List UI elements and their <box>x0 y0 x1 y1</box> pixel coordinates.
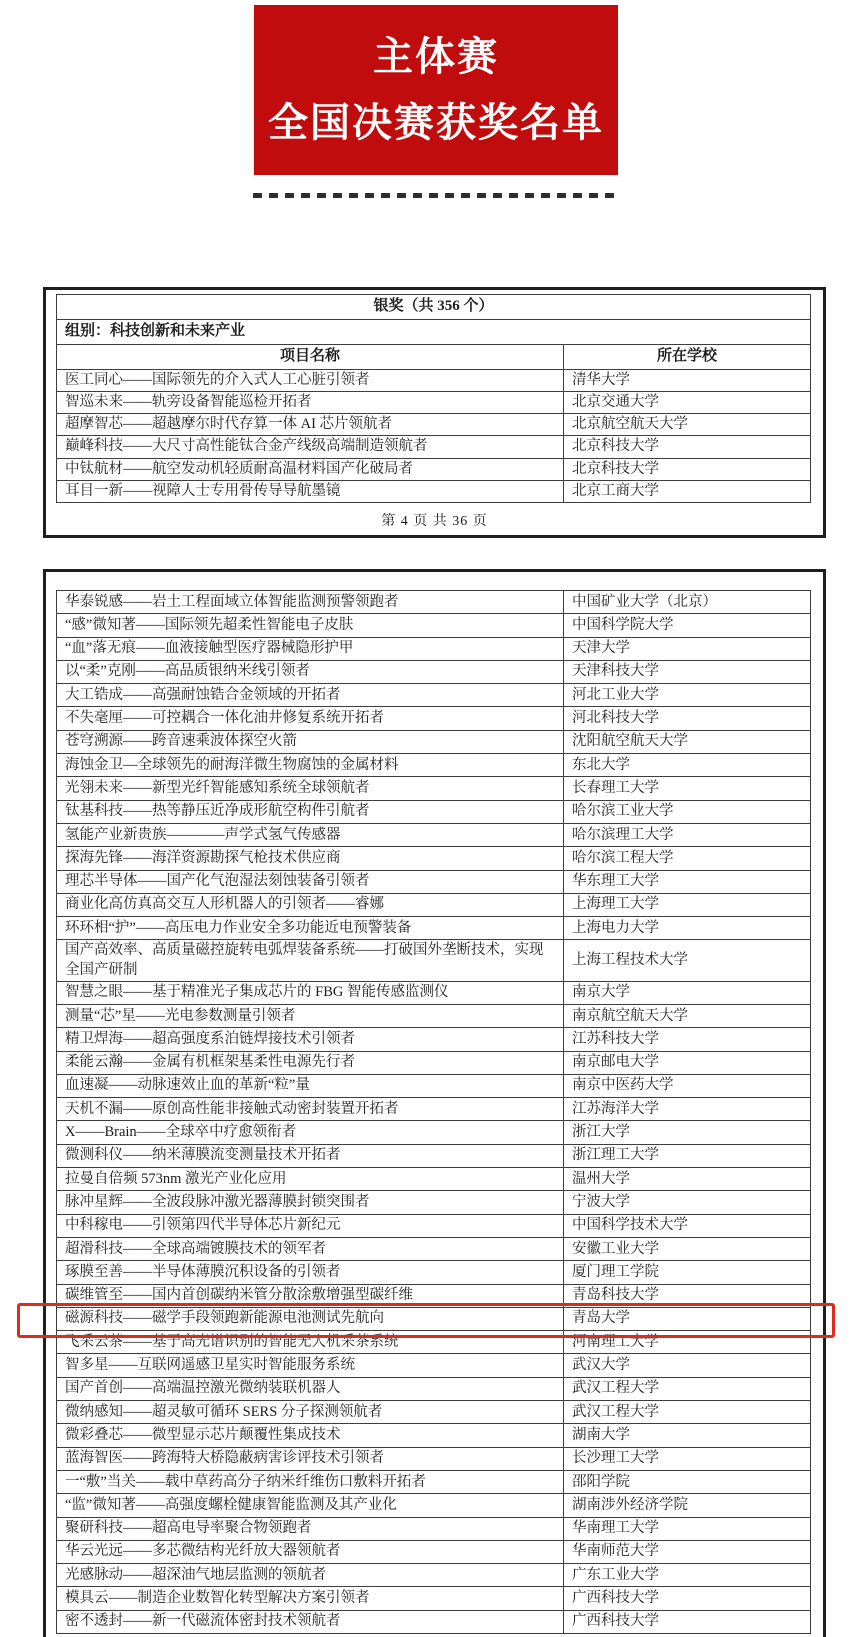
school-name-cell: 北京科技大学 <box>564 458 811 480</box>
school-name-cell: 上海电力大学 <box>564 917 811 940</box>
school-name-cell: 北京航空航天大学 <box>564 414 811 436</box>
project-name-cell: 拉曼自倍频 573nm 激光产业化应用 <box>57 1168 564 1191</box>
table-row <box>57 1168 811 1191</box>
table-row <box>57 414 811 436</box>
table-row <box>57 480 811 502</box>
school-name-cell: 广西科技大学 <box>564 1610 811 1633</box>
table-row <box>57 1564 811 1587</box>
project-name-cell: X——Brain——全球卒中疗愈领衔者 <box>57 1121 564 1144</box>
school-name-cell: 北京科技大学 <box>564 436 811 458</box>
school-name-cell: 温州大学 <box>564 1168 811 1191</box>
banner-title-line2: 全国决赛获奖名单 <box>268 101 604 145</box>
table-row <box>57 730 811 753</box>
school-name-cell: 天津大学 <box>564 637 811 660</box>
school-name-cell: 天津科技大学 <box>564 660 811 683</box>
school-name-cell: 安徽工业大学 <box>564 1237 811 1260</box>
school-name-cell: 哈尔滨工业大学 <box>564 800 811 823</box>
project-name-cell: 国产首创——高端温控激光微纳装联机器人 <box>57 1377 564 1400</box>
school-name-cell: 厦门理工学院 <box>564 1261 811 1284</box>
table-row <box>57 1540 811 1563</box>
school-name-cell: 湖南大学 <box>564 1424 811 1447</box>
project-name-cell: “感”微知著——国际领先超柔性智能电子皮肤 <box>57 614 564 637</box>
school-name-cell: 南京中医药大学 <box>564 1074 811 1097</box>
project-name-cell: 国产高效率、高质量磁控旋转电弧焊装备系统——打破国外垄断技术，实现全国产研制 <box>57 940 564 981</box>
table-row <box>57 940 811 981</box>
title-banner <box>254 5 618 175</box>
school-name-cell: 沈阳航空航天大学 <box>564 730 811 753</box>
project-name-cell: “血”落无痕——血液接触型医疗器械隐形护甲 <box>57 637 564 660</box>
school-name-cell: 中国科学院大学 <box>564 614 811 637</box>
school-name-cell: 华南理工大学 <box>564 1517 811 1540</box>
school-name-cell: 中国矿业大学（北京） <box>564 591 811 614</box>
table-row <box>57 1074 811 1097</box>
table-row <box>57 1214 811 1237</box>
table-row <box>57 392 811 414</box>
group-label: 组别：科技创新和未来产业 <box>57 320 811 345</box>
project-name-cell: 智巡未来——轨旁设备智能巡检开拓者 <box>57 392 564 414</box>
table-row <box>57 893 811 916</box>
column-header-school: 所在学校 <box>564 345 811 370</box>
award-title-row <box>57 295 811 320</box>
school-name-cell: 河北科技大学 <box>564 707 811 730</box>
school-name-cell: 江苏科技大学 <box>564 1028 811 1051</box>
project-name-cell: 超滑科技——全球高端镀膜技术的领军者 <box>57 1237 564 1260</box>
project-name-cell: 模具云——制造企业数智化转型解决方案引领者 <box>57 1587 564 1610</box>
table-row <box>57 1028 811 1051</box>
school-name-cell: 中国科学技术大学 <box>564 1214 811 1237</box>
project-name-cell: 智多星——互联网遥感卫星实时智能服务系统 <box>57 1354 564 1377</box>
project-name-cell: 蓝海智医——跨海特大桥隐蔽病害诊评技术引领者 <box>57 1447 564 1470</box>
table-row <box>57 1470 811 1493</box>
table-row <box>57 777 811 800</box>
school-name-cell: 邵阳学院 <box>564 1470 811 1493</box>
table-row <box>57 684 811 707</box>
table-row <box>57 1005 811 1028</box>
project-name-cell: 琢膜至善——半导体薄膜沉积设备的引领者 <box>57 1261 564 1284</box>
project-name-cell: 华云光远——多芯微结构光纤放大器领航者 <box>57 1540 564 1563</box>
project-name-cell: 测量“芯”星——光电参数测量引领者 <box>57 1005 564 1028</box>
project-name-cell: 海蚀金卫—全球领先的耐海洋微生物腐蚀的金属材料 <box>57 754 564 777</box>
project-name-cell: 大工锆成——高强耐蚀锆合金领域的开拓者 <box>57 684 564 707</box>
table-row <box>57 1051 811 1074</box>
school-name-cell: 宁波大学 <box>564 1191 811 1214</box>
project-name-cell: 理芯半导体——国产化气泡湿法刻蚀装备引领者 <box>57 870 564 893</box>
school-name-cell: 长春理工大学 <box>564 777 811 800</box>
table-row <box>57 1144 811 1167</box>
table-row <box>57 1610 811 1633</box>
table-row <box>57 1307 811 1330</box>
banner-title-line1: 主体赛 <box>373 35 499 79</box>
table-row <box>57 800 811 823</box>
page-5-block <box>43 569 826 1637</box>
table-row <box>57 637 811 660</box>
project-name-cell: 光感脉动——超深油气地层监测的领航者 <box>57 1564 564 1587</box>
table-row <box>57 1261 811 1284</box>
project-name-cell: 超摩智芯——超越摩尔时代存算一体 AI 芯片领航者 <box>57 414 564 436</box>
school-name-cell: 广西科技大学 <box>564 1587 811 1610</box>
school-name-cell: 浙江大学 <box>564 1121 811 1144</box>
table-row <box>57 1587 811 1610</box>
project-name-cell: 柔能云瀚——金属有机框架基柔性电源先行者 <box>57 1051 564 1074</box>
silver-award-table-page5 <box>56 590 811 1634</box>
school-name-cell: 上海工程技术大学 <box>564 940 811 981</box>
table-row <box>57 981 811 1004</box>
school-name-cell: 清华大学 <box>564 370 811 392</box>
school-name-cell: 青岛科技大学 <box>564 1284 811 1307</box>
project-name-cell: 微纳感知——超灵敏可循环 SERS 分子探测领航者 <box>57 1401 564 1424</box>
table-row <box>57 707 811 730</box>
school-name-cell: 河北工业大学 <box>564 684 811 707</box>
table-row <box>57 1121 811 1144</box>
table-row <box>57 1424 811 1447</box>
table-row <box>57 458 811 480</box>
table-row <box>57 1098 811 1121</box>
table-row <box>57 870 811 893</box>
school-name-cell: 武汉大学 <box>564 1354 811 1377</box>
project-name-cell: 医工同心——国际领先的介入式人工心脏引领者 <box>57 370 564 392</box>
school-name-cell: 青岛大学 <box>564 1307 811 1330</box>
column-header-row <box>57 345 811 370</box>
school-name-cell: 北京工商大学 <box>564 480 811 502</box>
project-name-cell: 微彩叠芯——微型显示芯片颠覆性集成技术 <box>57 1424 564 1447</box>
table-row <box>57 1354 811 1377</box>
project-name-cell: 一“敷”当关——载中草药高分子纳米纤维伤口敷料开拓者 <box>57 1470 564 1493</box>
school-name-cell: 华东理工大学 <box>564 870 811 893</box>
school-name-cell: 河南理工大学 <box>564 1331 811 1354</box>
project-name-cell: 微测科仪——纳米薄膜流变测量技术开拓者 <box>57 1144 564 1167</box>
table-row <box>57 1517 811 1540</box>
table-row <box>57 1377 811 1400</box>
project-name-cell: 聚研科技——超高电导率聚合物领跑者 <box>57 1517 564 1540</box>
award-title: 银奖（共 356 个） <box>57 295 811 320</box>
project-name-cell: 耳目一新——视障人士专用骨传导导航墨镜 <box>57 480 564 502</box>
school-name-cell: 浙江理工大学 <box>564 1144 811 1167</box>
project-name-cell: 钛基科技——热等静压近净成形航空构件引航者 <box>57 800 564 823</box>
table-row <box>57 754 811 777</box>
project-name-cell: 磁源科技——磁学手段领跑新能源电池测试先航向 <box>57 1307 564 1330</box>
project-name-cell: 血速凝——动脉速效止血的革新“粒”量 <box>57 1074 564 1097</box>
school-name-cell: 长沙理工大学 <box>564 1447 811 1470</box>
project-name-cell: 精卫焊海——超高强度系泊链焊接技术引领者 <box>57 1028 564 1051</box>
project-name-cell: 环环相“护”——高压电力作业安全多功能近电预警装备 <box>57 917 564 940</box>
project-name-cell: “监”微知著——高强度螺栓健康智能监测及其产业化 <box>57 1494 564 1517</box>
school-name-cell: 华南师范大学 <box>564 1540 811 1563</box>
project-name-cell: 中科稼电——引领第四代半导体芯片新纪元 <box>57 1214 564 1237</box>
school-name-cell: 武汉工程大学 <box>564 1401 811 1424</box>
school-name-cell: 南京航空航天大学 <box>564 1005 811 1028</box>
school-name-cell: 南京大学 <box>564 981 811 1004</box>
page-number: 第 4 页 共 36 页 <box>381 513 488 529</box>
school-name-cell: 哈尔滨工程大学 <box>564 847 811 870</box>
project-name-cell: 天机不漏——原创高性能非接触式动密封装置开拓者 <box>57 1098 564 1121</box>
school-name-cell: 哈尔滨理工大学 <box>564 823 811 846</box>
project-name-cell: 苍穹溯源——跨音速乘波体探空火箭 <box>57 730 564 753</box>
school-name-cell: 东北大学 <box>564 754 811 777</box>
table-row <box>57 1237 811 1260</box>
project-name-cell: 碳维管至——国内首创碳纳米管分散涂敷增强型碳纤维 <box>57 1284 564 1307</box>
project-name-cell: 商业化高仿真高交互人形机器人的引领者——睿娜 <box>57 893 564 916</box>
table-row <box>57 823 811 846</box>
school-name-cell: 南京邮电大学 <box>564 1051 811 1074</box>
project-name-cell: 巅峰科技——大尺寸高性能钛合金产线级高端制造领航者 <box>57 436 564 458</box>
table-row <box>57 591 811 614</box>
silver-award-table-page4 <box>56 294 811 503</box>
table-row <box>57 1447 811 1470</box>
project-name-cell: 不失毫厘——可控耦合一体化油井修复系统开拓者 <box>57 707 564 730</box>
school-name-cell: 武汉工程大学 <box>564 1377 811 1400</box>
project-name-cell: 中钛航材——航空发动机轻质耐高温材料国产化破局者 <box>57 458 564 480</box>
group-label-row <box>57 320 811 345</box>
project-name-cell: 智慧之眼——基于精准光子集成芯片的 FBG 智能传感监测仪 <box>57 981 564 1004</box>
project-name-cell: 以“柔”克刚——高品质银纳米线引领者 <box>57 660 564 683</box>
project-name-cell: 氢能产业新贵族————声学式氢气传感器 <box>57 823 564 846</box>
school-name-cell: 上海理工大学 <box>564 893 811 916</box>
table-row <box>57 917 811 940</box>
table-row <box>57 436 811 458</box>
project-name-cell: 华泰锐感——岩土工程面域立体智能监测预警领跑者 <box>57 591 564 614</box>
school-name-cell: 北京交通大学 <box>564 392 811 414</box>
school-name-cell: 湖南涉外经济学院 <box>564 1494 811 1517</box>
column-header-project: 项目名称 <box>57 345 564 370</box>
table-row <box>57 1494 811 1517</box>
table-row <box>57 1331 811 1354</box>
school-name-cell: 广东工业大学 <box>564 1564 811 1587</box>
table-row <box>57 660 811 683</box>
project-name-cell: 光翎未来——新型光纤智能感知系统全球领航者 <box>57 777 564 800</box>
school-name-cell: 江苏海洋大学 <box>564 1098 811 1121</box>
table-row <box>57 1191 811 1214</box>
project-name-cell: 脉冲星辉——全波段脉冲激光器薄膜封锁突围者 <box>57 1191 564 1214</box>
table-row <box>57 847 811 870</box>
page-4-block <box>43 287 826 538</box>
project-name-cell: 探海先锋——海洋资源勘探气枪技术供应商 <box>57 847 564 870</box>
table-row <box>57 1284 811 1307</box>
project-name-cell: 飞采云茶——基于高光谱识别的智能无人机采茶系统 <box>57 1331 564 1354</box>
table-row <box>57 1401 811 1424</box>
table-row <box>57 614 811 637</box>
project-name-cell: 密不透封——新一代磁流体密封技术领航者 <box>57 1610 564 1633</box>
table-row <box>57 370 811 392</box>
dashed-divider <box>253 193 619 198</box>
